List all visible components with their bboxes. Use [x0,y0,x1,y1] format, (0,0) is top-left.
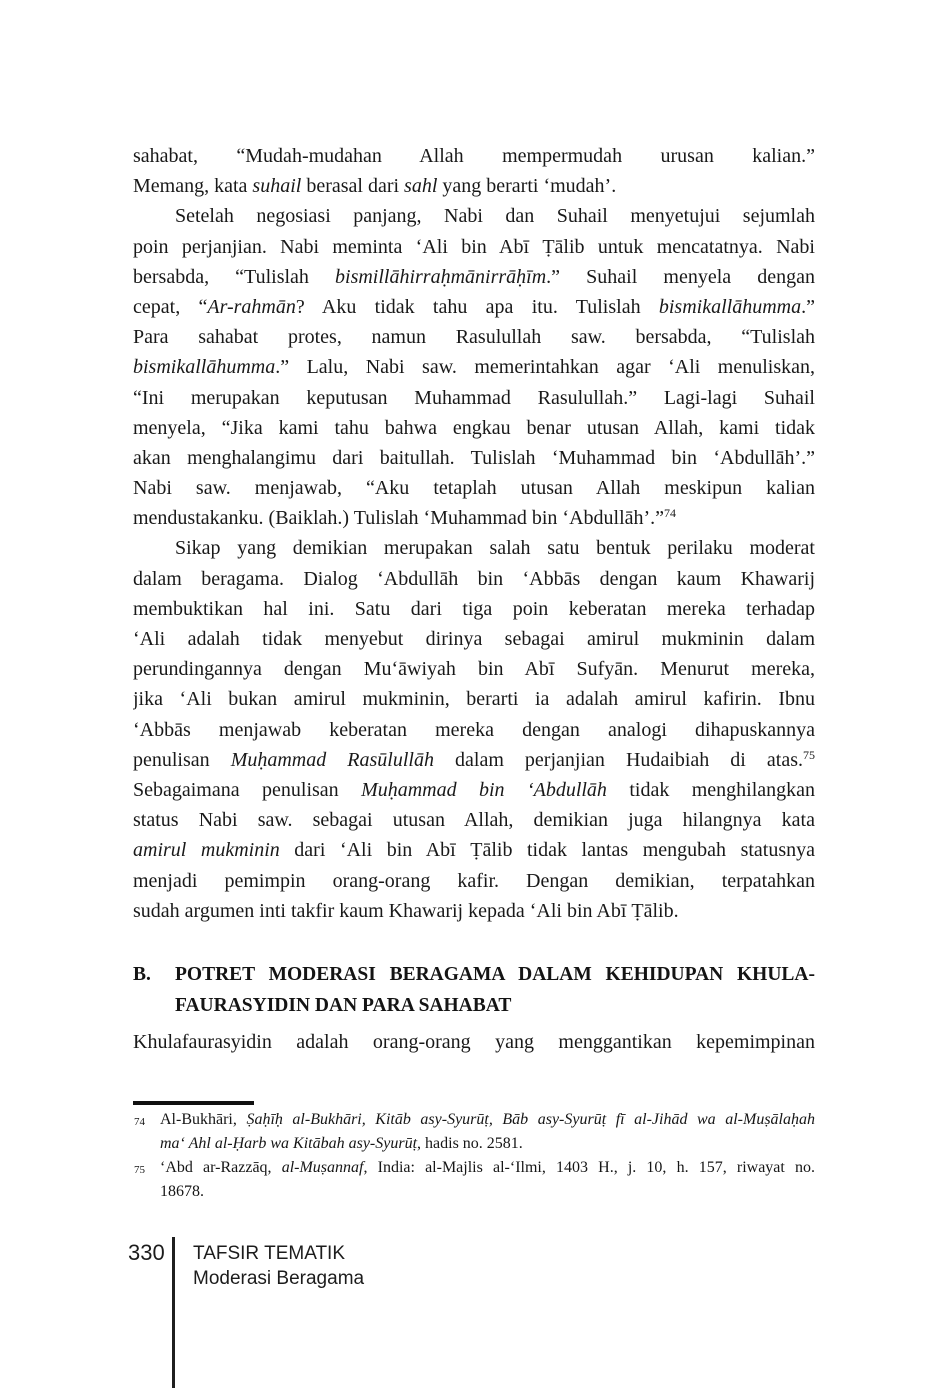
text-segment: 18678. [160,1183,204,1200]
italic-text: Ṣaḥīḥ al-Bukhāri, Kitāb asy-Syurūṭ, Bāb asy-Syurūṭ fī al-Jihād wa al-Muṣālaḥah [246,1111,815,1128]
italic-text: bismikallāhumma [133,356,276,379]
text-segment: FAURASYIDIN DAN PARA SAHABAT [175,995,512,1016]
text-segment: membuktikan hal ini. Satu dari tiga poin keberatan mereka terhadap [133,597,815,620]
text-segment: Khulafaurasyidin adalah orang-orang yang menggantikan kepemimpinan [133,1031,815,1053]
text-segment: ‘Abbās menjawab keberatan mereka dengan analogi dihapuskannya [133,718,815,741]
italic-text: al-Muṣannaf [281,1159,364,1176]
italic-text: bismillāhirraḥmānirrāḥīm [335,265,547,288]
italic-text: Ar-rahmān [207,295,296,318]
text-segment: Sikap yang demikian merupakan salah satu bentuk perilaku moderat [175,537,815,560]
body-line [133,775,815,805]
footnotes [133,1108,815,1204]
body-text [133,141,815,926]
body-line [133,835,815,865]
text-segment: Nabi saw. menjawab, “Aku tetaplah utusan Allah meskipun kalian [133,477,815,500]
body-line [133,171,815,201]
body-line [133,1027,815,1057]
text-segment: status Nabi saw. sebagai utusan Allah, demikian juga hilangnya kata [133,809,815,832]
text-segment: , India: al-Majlis al-‘Ilmi, 1403 H., j. 10, h. 157, riwayat no. [363,1159,815,1176]
body-line [133,533,815,563]
text-segment: dalam perjanjian Hudaibiah di atas. [433,748,803,771]
body-line [133,684,815,714]
body-line [133,624,815,654]
book-title: TAFSIR TEMATIK [193,1243,346,1264]
text-segment: Sebagaimana penulisan [133,778,362,801]
text-segment: “Ini merupakan keputusan Muhammad Rasulullah.” Lagi-lagi Suhail [133,386,815,409]
footnote-line [133,1108,815,1132]
text-segment: Al-Bukhāri, [160,1111,247,1128]
text-segment: penulisan [133,748,231,771]
text-segment: tidak menghilangkan [606,778,815,801]
text-segment: poin perjanjian. Nabi meminta ‘Ali bin Abī Ṭālib untuk mencatatnya. Nabi [133,235,815,258]
continuation-paragraph [133,1027,815,1057]
text-segment: .” [801,295,815,318]
text-segment: dari ‘Ali bin Abī Ṭālib tidak lantas mengubah statusnya [279,839,815,862]
text-segment: mendustakanku. (Baiklah.) Tulislah ‘Muhammad bin ‘Abdullāh’.” [133,507,665,530]
text-segment: ? Aku tidak tahu apa itu. Tulislah [295,295,659,318]
section-heading-label: B. [133,964,151,985]
text-segment: cepat, “ [133,295,208,318]
italic-text: ma‘ Ahl al-Ḥarb wa Kitābah asy-Syurūṭ [160,1135,418,1152]
body-line [133,443,815,473]
book-subtitle: Moderasi Beragama [193,1268,365,1289]
italic-text: sahl [404,175,438,198]
text-segment: bersabda, “Tulislah [133,265,336,288]
footnote-ref: 75 [803,747,815,762]
italic-text: Muḥammad bin ‘Abdullāh [361,778,607,801]
text-segment: menyela, “Jika kami tahu bahwa engkau benar utusan Allah, kami tidak [133,416,815,439]
text-segment: yang berarti ‘mudah’. [437,175,617,198]
section-heading [133,959,815,1021]
text-segment: .” Suhail menyela dengan [546,265,815,288]
body-line [133,654,815,684]
italic-text: Muḥammad Rasūlullāh [230,748,434,771]
body-line [133,805,815,835]
text-segment: jika ‘Ali bukan amirul mukminin, berarti ia adalah amirul kafirin. Ibnu [133,688,815,711]
text-segment: ‘Abd ar-Razzāq, [160,1159,282,1176]
heading-line [175,959,815,990]
italic-text: suhail [252,175,302,198]
body-line [133,503,815,533]
italic-text: bismikallāhumma [658,295,802,318]
text-segment: Memang, kata [133,175,253,198]
page-number: 330 [128,1240,165,1265]
text-segment: .” Lalu, Nabi saw. memerintahkan agar ‘Ali menuliskan, [275,356,815,379]
footnote-separator [133,1101,254,1105]
body-line [133,413,815,443]
body-line [133,594,815,624]
body-line [133,564,815,594]
footer-divider [172,1237,175,1388]
body-line [133,141,815,171]
text-segment: dalam beragama. Dialog ‘Abdullāh bin ‘Abbās dengan kaum Khawarij [133,567,815,590]
body-line [133,352,815,382]
text-segment: perundingannya dengan Mu‘āwiyah bin Abī Sufyān. Menurut mereka, [133,658,815,681]
footnote-number: 75 [134,1164,145,1176]
text-segment: ‘Ali adalah tidak menyebut dirinya sebagai amirul mukminin dalam [133,628,815,650]
body-line [133,322,815,352]
text-segment: Para sahabat protes, namun Rasulullah saw. bersabda, “Tulislah [133,326,815,349]
text-segment: berasal dari [301,175,405,198]
body-line [133,292,815,322]
footer-titles [193,1241,364,1291]
body-line [133,715,815,745]
body-line [133,473,815,503]
body-line [133,745,815,775]
text-segment: akan menghalangimu dari baitullah. Tulislah ‘Muhammad bin ‘Abdullāh’.” [133,446,815,469]
body-line [133,232,815,262]
body-line [133,262,815,292]
text-segment: POTRET MODERASI BERAGAMA DALAM KEHIDUPAN KHULA- [175,964,815,985]
body-line [133,866,815,896]
footnote-ref: 74 [664,506,677,521]
section-heading-lines [175,959,815,1021]
body-line [133,383,815,413]
italic-text: amirul mukminin [133,839,280,862]
text-segment: Setelah negosiasi panjang, Nabi dan Suhail menyetujui sejumlah [175,205,815,228]
text-segment: sahabat, “Mudah-mudahan Allah mempermudah urusan kalian.” [133,145,815,167]
body-line [133,201,815,231]
text-segment: sudah argumen inti takfir kaum Khawarij kepada ‘Ali bin Abī Ṭālib. [133,899,679,922]
body-line [133,896,815,926]
footnote-line [133,1132,815,1156]
text-segment: , hadis no. 2581. [417,1135,523,1152]
footnote-number: 74 [134,1116,145,1128]
text-segment: menjadi pemimpin orang-orang kafir. Dengan demikian, terpatahkan [133,869,815,892]
footnote-line [133,1156,815,1180]
heading-line [175,990,815,1021]
footnote-line [133,1180,815,1204]
